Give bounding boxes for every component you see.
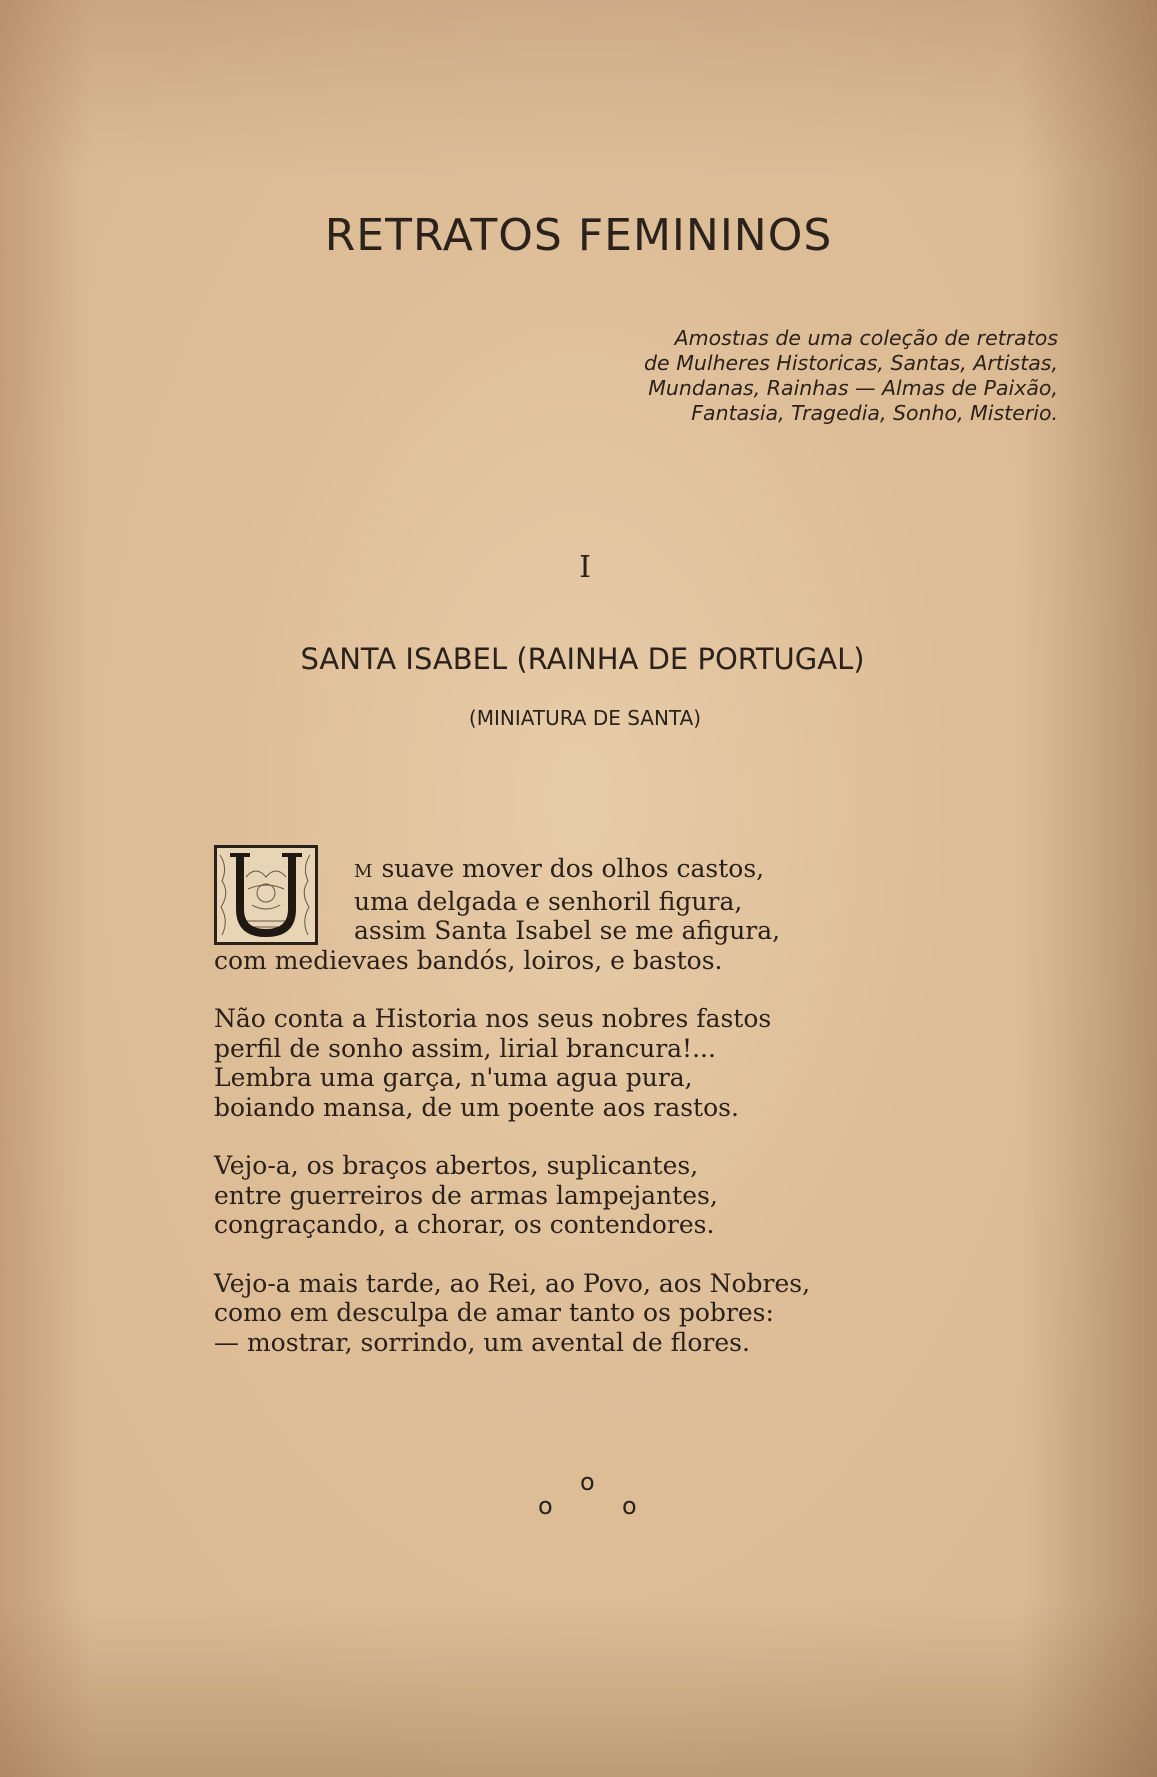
poem-line: uma delgada e senhoril figura, (354, 886, 743, 916)
poem-body (214, 854, 974, 1386)
poem-line: congraçando, a chorar, os contendores. (214, 1210, 715, 1239)
epigraph-line: Mundanas, Rainhas — Almas de Paixão, (648, 376, 1058, 400)
poem-line (214, 854, 974, 887)
ornament-circle: o (538, 1492, 553, 1520)
epigraph-line: Fantasia, Tragedia, Sonho, Misterio. (691, 401, 1058, 425)
poem-title: SANTA ISABEL (RAINHA DE PORTUGAL) (300, 642, 865, 676)
stanza (214, 1151, 974, 1240)
epigraph-line: Amostıas de uma coleção de retratos (674, 326, 1058, 350)
epigraph-line: de Mulheres Historicas, Santas, Artistas, (644, 351, 1058, 375)
section-numeral: I (579, 550, 591, 585)
poem-line: boiando mansa, de um poente aos rastos. (214, 1092, 739, 1122)
poem-line: Não conta a Historia nos seus nobres fastos (214, 1004, 772, 1033)
stanza (214, 1004, 974, 1122)
epigraph (578, 326, 1058, 426)
poem-line: como em desculpa de amar tanto os pobres: (214, 1298, 774, 1327)
ornament-circle: o (622, 1492, 637, 1520)
ornament-circle: o (580, 1468, 595, 1496)
stanza (214, 1269, 974, 1358)
first-word-rest: M (354, 861, 374, 882)
poem-line: — mostrar, sorrindo, um avental de flores. (214, 1327, 750, 1357)
line-text: suave mover dos olhos castos, (381, 854, 765, 883)
poem-line: assim Santa Isabel se me afigura, (354, 916, 781, 945)
poem-line: perfil de sonho assim, lirial brancura!... (214, 1033, 716, 1063)
section-end-ornament (530, 1468, 650, 1538)
poem-line: com medievaes bandós, loiros, e bastos. (214, 945, 723, 975)
poem-line: Vejo-a mais tarde, ao Rei, ao Povo, aos Nobres, (214, 1268, 811, 1298)
poem-line: Lembra uma garça, n'uma agua pura, (214, 1063, 693, 1092)
poem-line: entre guerreiros de armas lampejantes, (214, 1180, 718, 1210)
poem-subtitle: (MINIATURA DE SANTA) (468, 706, 702, 730)
stanza (214, 854, 974, 975)
page-title: RETRATOS FEMININOS (324, 210, 833, 261)
poem-line: Vejo-a, os braços abertos, suplicantes, (214, 1151, 699, 1180)
